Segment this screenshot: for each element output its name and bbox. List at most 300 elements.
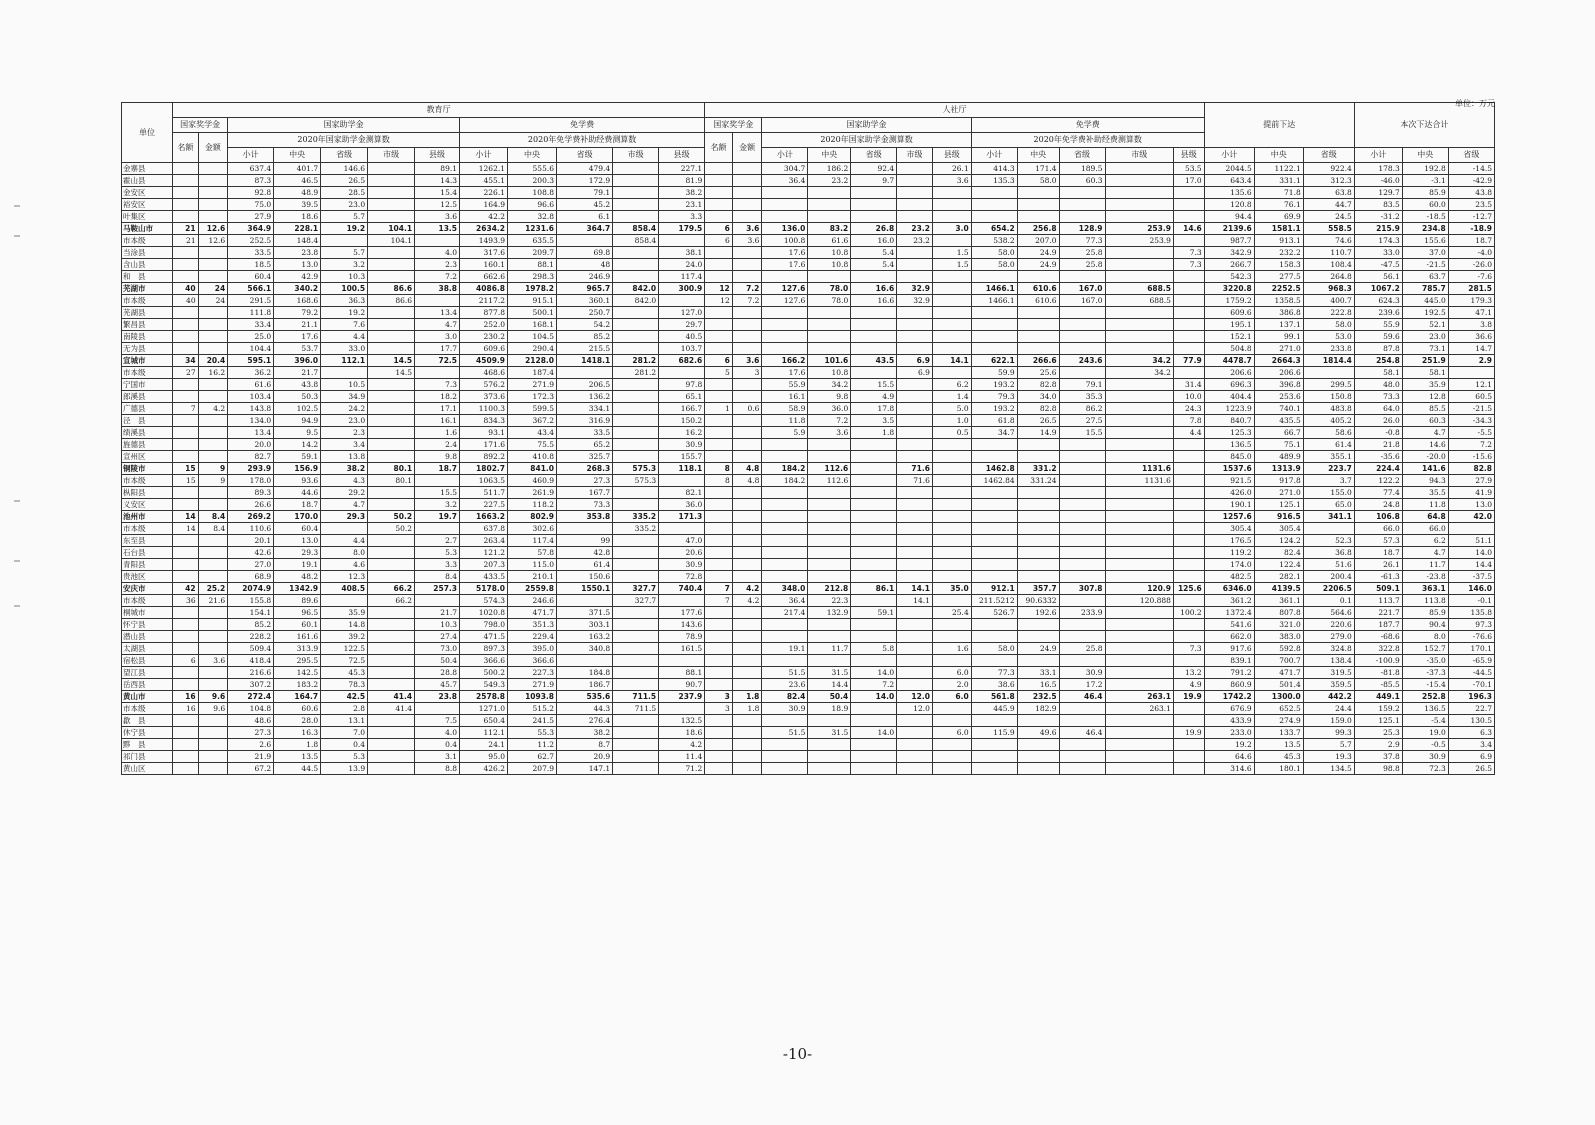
table-cell — [1105, 511, 1173, 523]
table-cell: 13.0 — [1448, 499, 1494, 511]
table-cell — [1059, 187, 1105, 199]
table-cell — [613, 727, 659, 739]
table-cell: 271.0 — [1254, 343, 1303, 355]
table-cell: 504.8 — [1204, 343, 1254, 355]
table-cell — [1059, 367, 1105, 379]
table-cell — [808, 343, 851, 355]
table-cell: 252.8 — [1402, 691, 1448, 703]
table-cell: 246.6 — [508, 595, 557, 607]
table-cell — [732, 607, 762, 619]
table-cell: 23.1 — [659, 199, 705, 211]
region-name-cell: 怀宁县 — [122, 619, 173, 631]
table-cell: 798.0 — [460, 619, 508, 631]
table-cell: 433.5 — [460, 571, 508, 583]
table-cell — [1105, 763, 1173, 775]
table-cell: 367.2 — [508, 415, 557, 427]
table-cell: 5.4 — [851, 247, 897, 259]
table-cell: 44.6 — [274, 487, 321, 499]
col-central: 中央 — [508, 148, 557, 163]
table-cell: 44.5 — [274, 763, 321, 775]
table-cell: 21.7 — [415, 607, 460, 619]
table-cell: 25.2 — [198, 583, 228, 595]
table-cell: -42.9 — [1448, 175, 1494, 187]
table-cell: 38.6 — [971, 679, 1017, 691]
table-cell: 2139.6 — [1204, 223, 1254, 235]
table-cell: 61.4 — [1303, 439, 1354, 451]
table-cell: 6 — [705, 223, 733, 235]
table-cell: 845.0 — [1204, 451, 1254, 463]
table-cell: 24.3 — [1173, 403, 1204, 415]
table-cell: -31.2 — [1354, 211, 1402, 223]
table-cell: 25.3 — [1354, 727, 1402, 739]
table-cell: 8.0 — [321, 547, 368, 559]
funding-table — [121, 102, 1495, 775]
table-cell: 74.6 — [1303, 235, 1354, 247]
table-cell: 37.8 — [1354, 751, 1402, 763]
table-cell: 842.0 — [613, 283, 659, 295]
table-cell — [1173, 655, 1204, 667]
table-cell: 400.7 — [1303, 295, 1354, 307]
table-cell: 43.8 — [1448, 187, 1494, 199]
region-name-cell: 宁国市 — [122, 379, 173, 391]
table-cell — [368, 739, 415, 751]
table-cell — [762, 763, 808, 775]
table-cell: 110.7 — [1303, 247, 1354, 259]
table-cell: 11.7 — [1402, 559, 1448, 571]
header-edu-count: 名额 — [173, 133, 199, 163]
table-cell: 700.7 — [1254, 655, 1303, 667]
table-cell — [705, 247, 733, 259]
table-cell: 696.3 — [1204, 379, 1254, 391]
table-cell: 102.5 — [274, 403, 321, 415]
table-cell — [1105, 559, 1173, 571]
table-cell: 60.4 — [274, 523, 321, 535]
table-cell: 12.5 — [415, 199, 460, 211]
table-cell: 17.7 — [415, 343, 460, 355]
table-cell: 11.8 — [762, 415, 808, 427]
table-cell — [1173, 511, 1204, 523]
table-cell: 34.2 — [808, 379, 851, 391]
table-cell: 38.8 — [415, 283, 460, 295]
table-cell — [198, 451, 228, 463]
table-cell: 155.8 — [228, 595, 274, 607]
table-cell: 12.6 — [198, 223, 228, 235]
table-cell: 549.3 — [460, 679, 508, 691]
table-cell — [198, 343, 228, 355]
table-cell: 7.2 — [808, 415, 851, 427]
table-cell: 100.8 — [762, 235, 808, 247]
table-cell — [1017, 319, 1059, 331]
table-cell — [808, 187, 851, 199]
table-cell — [808, 451, 851, 463]
table-cell — [732, 175, 762, 187]
table-cell — [173, 187, 199, 199]
table-cell — [897, 427, 933, 439]
table-cell: -37.5 — [1448, 571, 1494, 583]
table-cell: 73.0 — [415, 643, 460, 655]
table-cell: 408.5 — [321, 583, 368, 595]
table-cell — [1105, 751, 1173, 763]
table-cell — [173, 607, 199, 619]
table-cell: 401.7 — [274, 163, 321, 175]
table-row — [122, 547, 1495, 559]
table-cell — [732, 715, 762, 727]
table-cell — [808, 655, 851, 667]
table-cell: 40.5 — [659, 331, 705, 343]
table-cell — [613, 175, 659, 187]
table-cell — [971, 451, 1017, 463]
table-cell: -7.6 — [1448, 271, 1494, 283]
table-cell — [732, 379, 762, 391]
table-cell — [705, 631, 733, 643]
table-cell: 7.3 — [415, 379, 460, 391]
table-cell: 22.3 — [808, 595, 851, 607]
table-cell: 257.3 — [415, 583, 460, 595]
table-cell — [897, 403, 933, 415]
table-cell: 2559.8 — [508, 583, 557, 595]
table-cell: 575.3 — [613, 475, 659, 487]
table-cell — [1173, 487, 1204, 499]
table-cell: 38.2 — [659, 187, 705, 199]
table-cell: 58.0 — [971, 643, 1017, 655]
table-cell: 637.8 — [460, 523, 508, 535]
region-name-cell: 金寨县 — [122, 163, 173, 175]
table-cell — [808, 751, 851, 763]
table-cell — [932, 511, 971, 523]
table-cell: 1.4 — [932, 391, 971, 403]
table-cell: 136.2 — [557, 391, 613, 403]
table-cell: 47.0 — [659, 535, 705, 547]
table-cell: 83.5 — [1354, 199, 1402, 211]
table-cell: -5.5 — [1448, 427, 1494, 439]
table-cell: 152.1 — [1204, 331, 1254, 343]
table-cell: 366.6 — [508, 655, 557, 667]
table-cell: 132.9 — [808, 607, 851, 619]
table-row — [122, 643, 1495, 655]
table-row — [122, 559, 1495, 571]
table-cell — [732, 259, 762, 271]
table-cell: 117.4 — [508, 535, 557, 547]
table-cell: 51.5 — [762, 667, 808, 679]
table-cell: 360.1 — [557, 295, 613, 307]
table-cell: 7 — [705, 583, 733, 595]
table-cell: 274.9 — [1254, 715, 1303, 727]
col-county: 县级 — [415, 148, 460, 163]
table-cell: 6.9 — [1448, 751, 1494, 763]
table-cell: 58.0 — [1017, 175, 1059, 187]
table-cell — [613, 307, 659, 319]
table-cell: -37.3 — [1402, 667, 1448, 679]
table-cell: 5.8 — [851, 643, 897, 655]
table-cell: 253.9 — [1105, 223, 1173, 235]
table-cell — [762, 487, 808, 499]
table-cell: 85.2 — [557, 331, 613, 343]
table-cell: 558.5 — [1303, 223, 1354, 235]
table-cell: 4478.7 — [1204, 355, 1254, 367]
table-cell: 34.9 — [321, 391, 368, 403]
table-cell — [1173, 307, 1204, 319]
table-cell — [932, 751, 971, 763]
table-cell — [198, 715, 228, 727]
col-city: 市级 — [368, 148, 415, 163]
table-cell: 276.4 — [557, 715, 613, 727]
table-cell — [1173, 547, 1204, 559]
table-cell: 23.0 — [321, 415, 368, 427]
table-cell: 293.9 — [228, 463, 274, 475]
table-cell — [198, 739, 228, 751]
table-cell — [659, 235, 705, 247]
table-cell — [808, 487, 851, 499]
table-cell: 207.0 — [1017, 235, 1059, 247]
table-cell — [1105, 307, 1173, 319]
table-cell: 19.3 — [1303, 751, 1354, 763]
table-cell: 1262.1 — [460, 163, 508, 175]
table-cell: 8.4 — [198, 511, 228, 523]
table-cell — [1059, 499, 1105, 511]
header-hr-grant-calc: 2020年国家助学金测算数 — [762, 133, 971, 148]
table-cell: 23.8 — [415, 691, 460, 703]
table-cell — [897, 247, 933, 259]
table-cell: 73.3 — [1354, 391, 1402, 403]
region-name-cell: 叶集区 — [122, 211, 173, 223]
table-cell: 802.9 — [508, 511, 557, 523]
table-cell — [1105, 379, 1173, 391]
table-cell — [415, 523, 460, 535]
table-cell: 1063.5 — [460, 475, 508, 487]
table-cell: -34.3 — [1448, 415, 1494, 427]
table-cell: 172.3 — [508, 391, 557, 403]
table-cell: 45.3 — [321, 667, 368, 679]
table-cell — [705, 175, 733, 187]
table-cell: 206.5 — [557, 379, 613, 391]
table-cell — [808, 319, 851, 331]
table-cell: 53.5 — [1173, 163, 1204, 175]
table-cell — [1059, 463, 1105, 475]
table-cell — [1105, 727, 1173, 739]
table-cell: 163.2 — [557, 631, 613, 643]
table-cell — [732, 679, 762, 691]
table-cell: 325.7 — [557, 451, 613, 463]
table-cell: 180.1 — [1254, 763, 1303, 775]
table-cell — [613, 247, 659, 259]
table-cell: 108.8 — [508, 187, 557, 199]
table-cell: -4.0 — [1448, 247, 1494, 259]
table-cell — [705, 331, 733, 343]
table-cell — [932, 619, 971, 631]
table-cell — [368, 679, 415, 691]
table-cell: 916.5 — [1254, 511, 1303, 523]
table-cell — [808, 619, 851, 631]
table-cell: 12.0 — [897, 703, 933, 715]
table-cell — [705, 511, 733, 523]
table-cell: 302.6 — [508, 523, 557, 535]
table-cell: 21 — [173, 235, 199, 247]
region-name-cell: 市本级 — [122, 475, 173, 487]
table-cell: 79.3 — [971, 391, 1017, 403]
table-cell: 46.4 — [1059, 691, 1105, 703]
table-cell — [1173, 619, 1204, 631]
table-cell: 711.5 — [613, 703, 659, 715]
table-cell: 3.6 — [732, 355, 762, 367]
region-name-cell: 池州市 — [122, 511, 173, 523]
table-cell — [1173, 703, 1204, 715]
table-cell — [368, 259, 415, 271]
table-cell — [932, 547, 971, 559]
table-cell: 2206.5 — [1303, 583, 1354, 595]
table-cell: 281.2 — [613, 355, 659, 367]
table-cell: 1759.2 — [1204, 295, 1254, 307]
table-cell — [198, 247, 228, 259]
table-cell — [198, 619, 228, 631]
table-cell: 36.0 — [659, 499, 705, 511]
table-cell — [1105, 439, 1173, 451]
table-cell — [732, 499, 762, 511]
table-cell: 740.1 — [1254, 403, 1303, 415]
table-row — [122, 367, 1495, 379]
table-cell: 16 — [173, 703, 199, 715]
table-cell: 69.8 — [557, 247, 613, 259]
table-cell: 72.5 — [321, 655, 368, 667]
table-cell: 60.5 — [1448, 391, 1494, 403]
table-cell: 120.8 — [1204, 199, 1254, 211]
table-cell: 161.5 — [659, 643, 705, 655]
table-cell: 99.3 — [1303, 727, 1354, 739]
table-cell: 31.5 — [808, 727, 851, 739]
table-cell — [897, 667, 933, 679]
table-cell: 68.9 — [228, 571, 274, 583]
table-cell: 85.5 — [1402, 403, 1448, 415]
table-cell: 28.5 — [321, 187, 368, 199]
table-cell: 312.3 — [1303, 175, 1354, 187]
table-cell — [1059, 547, 1105, 559]
region-name-cell: 贵池区 — [122, 571, 173, 583]
table-cell: 4.7 — [1402, 547, 1448, 559]
table-cell: 16.6 — [851, 295, 897, 307]
table-cell: 29.2 — [321, 487, 368, 499]
table-cell — [613, 391, 659, 403]
table-cell — [971, 331, 1017, 343]
table-cell: 10.8 — [808, 247, 851, 259]
table-cell — [705, 619, 733, 631]
table-cell: 71.8 — [1254, 187, 1303, 199]
table-cell: 33.0 — [321, 343, 368, 355]
table-cell: -5.4 — [1402, 715, 1448, 727]
table-cell: 250.7 — [557, 307, 613, 319]
table-cell: 82.8 — [1017, 379, 1059, 391]
table-cell: 48.0 — [1354, 379, 1402, 391]
table-cell: 146.6 — [321, 163, 368, 175]
table-cell — [173, 739, 199, 751]
table-cell: 371.5 — [557, 607, 613, 619]
table-cell: 268.3 — [557, 463, 613, 475]
table-cell — [198, 175, 228, 187]
table-cell — [1105, 211, 1173, 223]
table-row — [122, 343, 1495, 355]
table-cell: 11.7 — [808, 643, 851, 655]
table-cell: 104.8 — [228, 703, 274, 715]
table-cell — [1105, 319, 1173, 331]
table-cell: 103.4 — [228, 391, 274, 403]
table-cell: 83.2 — [808, 223, 851, 235]
table-cell — [705, 655, 733, 667]
region-name-cell: 和 县 — [122, 271, 173, 283]
table-cell — [932, 739, 971, 751]
table-cell: 14.5 — [368, 367, 415, 379]
table-cell: 53.7 — [274, 343, 321, 355]
table-cell — [971, 739, 1017, 751]
table-cell: -15.6 — [1448, 451, 1494, 463]
table-cell: 206.6 — [1254, 367, 1303, 379]
table-cell: 12.0 — [897, 691, 933, 703]
table-cell — [1105, 247, 1173, 259]
table-cell: 1020.8 — [460, 607, 508, 619]
table-cell — [198, 319, 228, 331]
table-cell — [851, 523, 897, 535]
table-cell: 509.1 — [1354, 583, 1402, 595]
table-cell — [173, 751, 199, 763]
table-cell: 277.5 — [1254, 271, 1303, 283]
table-cell — [368, 451, 415, 463]
table-cell: 27.3 — [228, 727, 274, 739]
table-cell: 14.7 — [1448, 343, 1494, 355]
table-cell — [897, 547, 933, 559]
table-cell — [851, 367, 897, 379]
table-cell: 167.7 — [557, 487, 613, 499]
table-cell: 13.0 — [274, 259, 321, 271]
table-cell: 4.0 — [415, 727, 460, 739]
table-cell: 1462.8 — [971, 463, 1017, 475]
header-edu-scholarship: 国家奖学金 — [173, 118, 228, 133]
table-cell — [613, 319, 659, 331]
table-cell: 119.2 — [1204, 547, 1254, 559]
table-cell: 688.5 — [1105, 283, 1173, 295]
table-cell — [198, 187, 228, 199]
table-cell: 80.1 — [368, 475, 415, 487]
table-cell — [1173, 451, 1204, 463]
table-cell — [732, 667, 762, 679]
table-cell — [659, 523, 705, 535]
table-cell: 141.6 — [1402, 463, 1448, 475]
table-cell: 11.4 — [659, 751, 705, 763]
table-cell: 4.0 — [415, 247, 460, 259]
table-cell — [368, 415, 415, 427]
table-cell: 212.8 — [808, 583, 851, 595]
table-cell: 86.6 — [368, 295, 415, 307]
table-cell — [851, 199, 897, 211]
table-cell: 167.0 — [1059, 295, 1105, 307]
table-cell — [705, 667, 733, 679]
table-cell — [1173, 331, 1204, 343]
table-cell — [173, 271, 199, 283]
table-cell: 295.5 — [274, 655, 321, 667]
table-cell — [808, 271, 851, 283]
table-cell: 66.2 — [368, 583, 415, 595]
table-row — [122, 391, 1495, 403]
table-cell: 150.8 — [1303, 391, 1354, 403]
table-cell: 357.7 — [1017, 583, 1059, 595]
table-cell: 103.7 — [659, 343, 705, 355]
table-cell — [932, 631, 971, 643]
table-cell — [613, 451, 659, 463]
table-cell — [198, 271, 228, 283]
table-cell: 1231.6 — [508, 223, 557, 235]
header-hr-count: 名额 — [705, 133, 733, 163]
region-name-cell: 安庆市 — [122, 583, 173, 595]
table-cell: 59.1 — [851, 607, 897, 619]
table-cell — [932, 487, 971, 499]
table-cell: 355.1 — [1303, 451, 1354, 463]
table-cell — [173, 391, 199, 403]
